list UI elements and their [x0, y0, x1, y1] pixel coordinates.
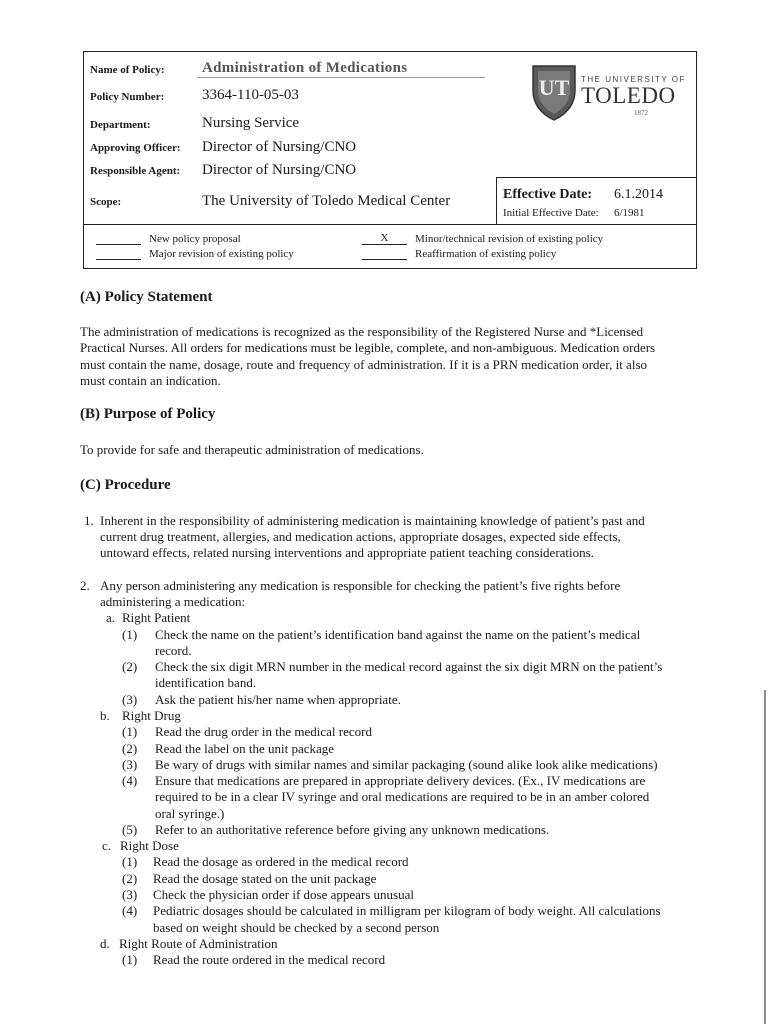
- step-line: oral syringe.): [155, 806, 225, 821]
- policy-statement-line: must contain an indication.: [80, 373, 221, 388]
- step-line: Check the six digit MRN number in the medical record against the six digit MRN on the patient’s: [155, 659, 663, 674]
- step-line: Refer to an authoritative reference before giving any unknown medications.: [155, 822, 550, 837]
- subitem-title-right-drug: Right Drug: [122, 708, 181, 723]
- step-line: required to be in a clear IV syringe and oral medications are required to be in an amber colored: [155, 789, 650, 804]
- university-logo: [529, 60, 694, 130]
- logo-university-of: THE UNIVERSITY OF: [581, 75, 686, 84]
- step-line: Read the route ordered in the medical record: [153, 952, 386, 967]
- step-line: Check the name on the patient’s identification band against the name on the patient’s medical: [155, 627, 641, 642]
- logo-toledo: TOLEDO: [581, 83, 676, 108]
- procedure-line: administering a medication:: [100, 594, 246, 609]
- label-policy-name: Name of Policy:: [90, 64, 165, 76]
- effective-date-label: Effective Date:: [503, 187, 593, 202]
- ut-shield-icon: [529, 60, 579, 122]
- step-number: (3): [122, 757, 138, 772]
- procedure-line: Any person administering any medication is responsible for checking the patient’s five rights before: [100, 578, 621, 593]
- scope-value: The University of Toledo Medical Center: [202, 193, 451, 209]
- checkbox-major-revision[interactable]: Major revision of existing policy: [96, 248, 294, 260]
- subitem-title-right-patient: Right Patient: [122, 610, 191, 625]
- step-line: record.: [155, 643, 192, 658]
- heading-policy-statement: (A) Policy Statement: [80, 289, 213, 305]
- step-line: Ask the patient his/her name when appropriate.: [155, 692, 401, 707]
- step-number: (3): [122, 692, 138, 707]
- step-line: identification band.: [155, 675, 257, 690]
- heading-procedure: (C) Procedure: [80, 477, 171, 493]
- approving-officer-value: Director of Nursing/CNO: [202, 139, 357, 155]
- step-line: Check the physician order if dose appears unusual: [153, 887, 415, 902]
- policy-statement-line: must contain the name, dosage, route and frequency of administration. If it is a PRN medication order, it also: [80, 357, 647, 372]
- subitem-title-right-dose: Right Dose: [120, 838, 179, 853]
- checkbox-new-policy[interactable]: New policy proposal: [96, 233, 241, 245]
- procedure-line: untoward effects, related nursing interventions and appropriate patient teaching considerations.: [100, 545, 594, 560]
- subitem-letter: a.: [106, 610, 116, 625]
- step-number: (4): [122, 773, 138, 788]
- label-policy-number: Policy Number:: [90, 91, 165, 103]
- step-line: Read the drug order in the medical record: [155, 724, 372, 739]
- subitem-letter: d.: [100, 936, 110, 951]
- label-approving-officer: Approving Officer:: [90, 142, 181, 154]
- checkbox-reaffirmation[interactable]: Reaffirmation of existing policy: [362, 248, 556, 260]
- step-line: Read the dosage stated on the unit package: [153, 871, 377, 886]
- step-line: Pediatric dosages should be calculated in milligram per kilogram of body weight. All calculations: [153, 903, 661, 918]
- svg-text:UT: UT: [538, 75, 570, 100]
- step-number: (2): [122, 871, 138, 886]
- procedure-line: Inherent in the responsibility of administering medication is maintaining knowledge of patient’s past and: [100, 513, 645, 528]
- department-value: Nursing Service: [202, 115, 300, 131]
- step-number: (1): [122, 627, 138, 642]
- initial-effective-date-label: Initial Effective Date:: [503, 207, 599, 219]
- subitem-letter: b.: [100, 708, 110, 723]
- label-responsible-agent: Responsible Agent:: [90, 165, 181, 177]
- heading-purpose-of-policy: (B) Purpose of Policy: [80, 406, 216, 422]
- policy-statement-line: Practical Nurses. All orders for medications must be legible, complete, and non-ambiguous. Medication orders: [80, 340, 656, 355]
- step-number: (2): [122, 659, 138, 674]
- label-department: Department:: [90, 119, 151, 131]
- policy-statement-line: The administration of medications is recognized as the responsibility of the Registered Nurse and *Licensed: [80, 324, 644, 339]
- responsible-agent-value: Director of Nursing/CNO: [202, 162, 357, 178]
- item-number: 1.: [84, 513, 94, 528]
- step-number: (5): [122, 822, 138, 837]
- logo-year: 1872: [634, 109, 648, 117]
- subitem-title-right-route: Right Route of Administration: [119, 936, 278, 951]
- item-number: 2.: [80, 578, 90, 593]
- step-line: Read the label on the unit package: [155, 741, 335, 756]
- purpose-line: To provide for safe and therapeutic administration of medications.: [80, 442, 424, 457]
- policy-header-box: [83, 51, 697, 269]
- checkbox-minor-revision[interactable]: X Minor/technical revision of existing policy: [362, 233, 603, 245]
- policy-title: Administration of Medications: [202, 60, 408, 76]
- step-number: (1): [122, 854, 138, 869]
- subitem-letter: c.: [102, 838, 112, 853]
- initial-effective-date-value: 6/1981: [614, 207, 645, 219]
- step-line: Be wary of drugs with similar names and similar packaging (sound alike look alike medications): [155, 757, 658, 772]
- step-number: (1): [122, 724, 138, 739]
- step-number: (1): [122, 952, 138, 967]
- policy-number: 3364-110-05-03: [202, 87, 299, 103]
- header-divider: [84, 224, 696, 225]
- title-underline: [197, 77, 485, 78]
- step-line: Read the dosage as ordered in the medical record: [153, 854, 409, 869]
- step-number: (4): [122, 903, 138, 918]
- step-line: based on weight should be checked by a second person: [153, 920, 440, 935]
- step-number: (3): [122, 887, 138, 902]
- procedure-line: current drug treatment, allergies, and medication actions, appropriate dosages, expected side effects,: [100, 529, 621, 544]
- label-scope: Scope:: [90, 196, 122, 208]
- step-number: (2): [122, 741, 138, 756]
- scan-edge-line: [764, 690, 766, 1024]
- effective-date-box: [496, 177, 697, 225]
- effective-date-value: 6.1.2014: [614, 187, 663, 202]
- step-line: Ensure that medications are prepared in appropriate delivery devices. (Ex., IV medications are: [155, 773, 646, 788]
